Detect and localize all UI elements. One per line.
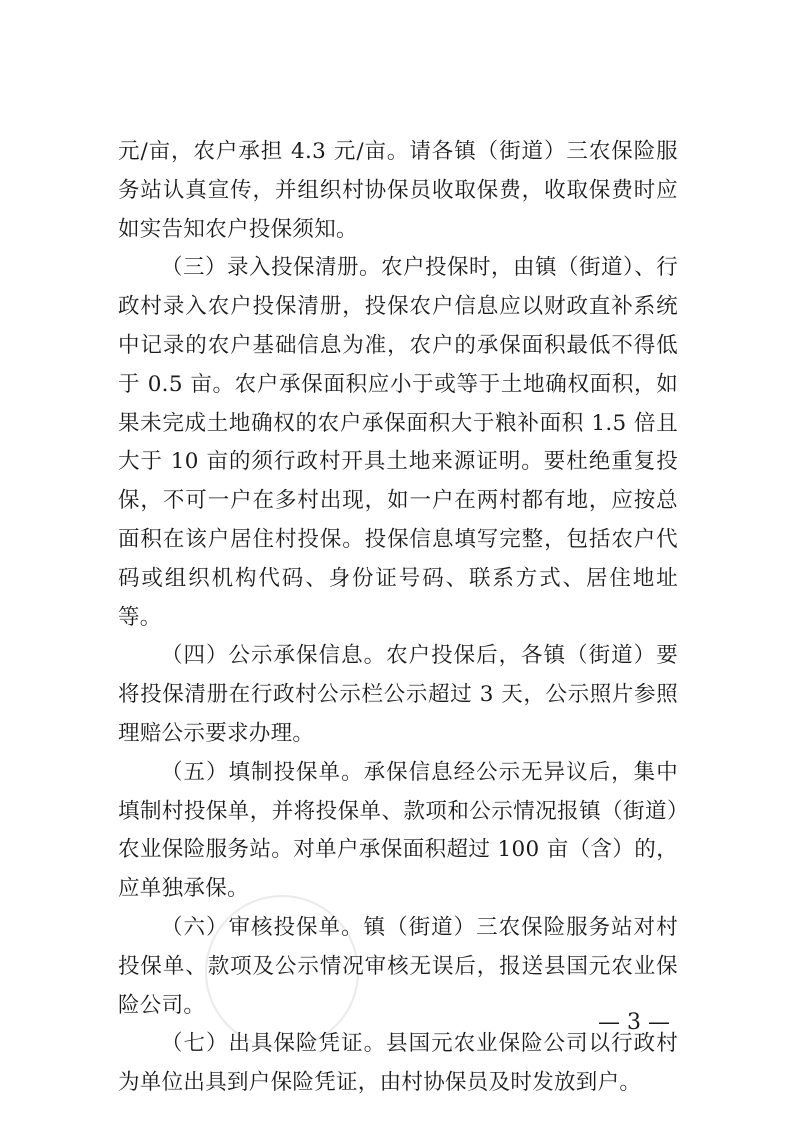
- paragraph: 元/亩，农户承担 4.3 元/亩。请各镇（街道）三农保险服务站认真宣传，并组织村协保员收取保费，收取保费时应如实告知农户投保须知。: [118, 139, 678, 242]
- paragraph-item-6: （六）审核投保单。镇（街道）三农保险服务站对村投保单、款项及公示情况审核无误后，报送县国元农业保险公司。: [118, 914, 678, 1018]
- paragraph-item-5: （五）填制投保单。承保信息经公示无异议后，集中填制村投保单，并将投保单、款项和公示情况报镇（街道）农业保险服务站。对单户承保面积超过 100 亩（含）的，应单独承保。: [118, 759, 678, 902]
- paragraph-item-4: （四）公示承保信息。农户投保后，各镇（街道）要将投保清册在行政村公示栏公示超过 3 天，公示照片参照理赔公示要求办理。: [118, 643, 678, 746]
- page-number: — 3 —: [598, 1010, 670, 1035]
- paragraph-item-7: （七）出具保险凭证。县国元农业保险公司以行政村为单位出具到户保险凭证，由村协保员及时发放到户。: [118, 1031, 678, 1096]
- paragraph-item-3: （三）录入投保清册。农户投保时，由镇（街道）、行政村录入农户投保清册，投保农户信息应以财政直补系统中记录的农户基础信息为准，农户的承保面积最低不得低于 0.5 亩。农户承保面积应小于或等于土地确权面积，如果未完成土地确权的农户承保面积大于粮补面积 1.5 倍且大于 10 亩的须行政村开具土地来源证明。要杜绝重复投保，不可一户在多村出现，如一户在两村都有地，应按总面积在该户居住村投保。投保信息填写完整，包括农户代码或组织机构代码、身份证号码、联系方式、居住地址等。: [118, 255, 678, 630]
- body-text: [118, 133, 678, 1103]
